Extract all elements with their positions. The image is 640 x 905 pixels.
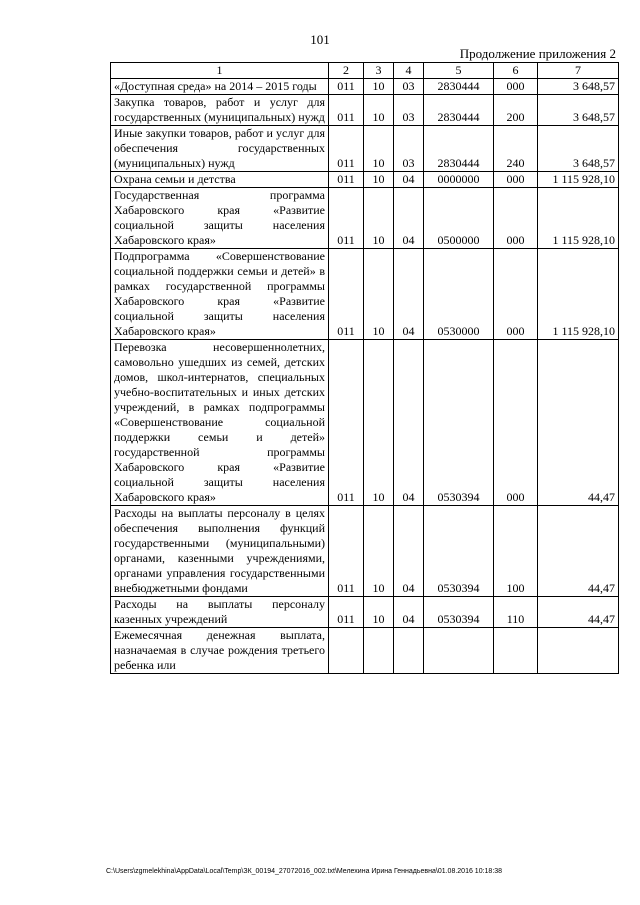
page-number: 101 — [310, 32, 330, 47]
row-code-expense-type: 000 — [494, 79, 538, 95]
row-code-ministry: 011 — [329, 126, 364, 172]
row-code-expense-type: 000 — [494, 172, 538, 188]
row-name: Ежемесячная денежная выплата, назначаемая в случае рождения третьего ребенка или — [111, 628, 329, 674]
row-code-ministry: 011 — [329, 188, 364, 249]
table-row — [111, 79, 619, 95]
row-code-target: 2830444 — [424, 79, 494, 95]
row-name: Закупка товаров, работ и услуг для государственных (муниципальных) нужд — [111, 95, 329, 126]
row-code-expense-type: 240 — [494, 126, 538, 172]
row-code-section: 10 — [364, 597, 394, 628]
row-code-section: 10 — [364, 126, 394, 172]
table-row — [111, 506, 619, 597]
row-code-subsection: 03 — [394, 126, 424, 172]
row-code-target: 2830444 — [424, 95, 494, 126]
row-code-section: 10 — [364, 79, 394, 95]
row-code-ministry: 011 — [329, 340, 364, 506]
row-name: Охрана семьи и детства — [111, 172, 329, 188]
table-row — [111, 95, 619, 126]
row-code-subsection: 04 — [394, 249, 424, 340]
table-row — [111, 172, 619, 188]
row-amount: 1 115 928,10 — [538, 172, 619, 188]
row-amount: 44,47 — [538, 506, 619, 597]
column-header: 3 — [364, 63, 394, 79]
table-row — [111, 249, 619, 340]
row-code-subsection: 04 — [394, 172, 424, 188]
row-code-expense-type: 100 — [494, 506, 538, 597]
row-code-subsection: 03 — [394, 95, 424, 126]
row-code-target: 0530394 — [424, 597, 494, 628]
row-amount: 44,47 — [538, 597, 619, 628]
row-name: Расходы на выплаты персоналу в целях обеспечения выполнения функций государственными (муниципальными) органами, казенными учреждениями, органами управления государственными внебюджетными фондами — [111, 506, 329, 597]
row-code-expense-type: 000 — [494, 249, 538, 340]
column-header: 5 — [424, 63, 494, 79]
row-amount: 1 115 928,10 — [538, 188, 619, 249]
row-amount: 3 648,57 — [538, 126, 619, 172]
row-code-target: 2830444 — [424, 126, 494, 172]
row-code-expense-type: 200 — [494, 95, 538, 126]
row-name: Перевозка несовершеннолетних, самовольно ушедших из семей, детских домов, школ-интернатов, специальных учебно-воспитательных и иных детских учреждений, в рамках подпрограммы «Совершенствование социальной поддержки семьи и детей» государственной программы Хабаровского края «Развитие социальной защиты населения Хабаровского края» — [111, 340, 329, 506]
table-row — [111, 126, 619, 172]
row-code-ministry: 011 — [329, 172, 364, 188]
row-code-section: 10 — [364, 95, 394, 126]
column-header: 2 — [329, 63, 364, 79]
row-code-ministry: 011 — [329, 79, 364, 95]
row-code-subsection: 04 — [394, 340, 424, 506]
row-code-target — [424, 628, 494, 674]
row-name: Иные закупки товаров, работ и услуг для обеспечения государственных (муниципальных) нужд — [111, 126, 329, 172]
row-code-section: 10 — [364, 188, 394, 249]
column-header: 7 — [538, 63, 619, 79]
row-code-section — [364, 628, 394, 674]
row-code-expense-type: 000 — [494, 340, 538, 506]
row-code-subsection: 04 — [394, 188, 424, 249]
row-code-section: 10 — [364, 172, 394, 188]
row-name: Расходы на выплаты персоналу казенных учреждений — [111, 597, 329, 628]
table-row — [111, 597, 619, 628]
appendix-continuation-label: Продолжение приложения 2 — [459, 46, 616, 61]
row-code-ministry: 011 — [329, 249, 364, 340]
row-code-expense-type: 110 — [494, 597, 538, 628]
row-code-ministry: 011 — [329, 597, 364, 628]
row-code-subsection: 04 — [394, 506, 424, 597]
row-amount — [538, 628, 619, 674]
budget-table — [110, 62, 619, 674]
row-amount: 3 648,57 — [538, 95, 619, 126]
row-code-subsection: 03 — [394, 79, 424, 95]
row-code-ministry: 011 — [329, 95, 364, 126]
column-header: 1 — [111, 63, 329, 79]
row-amount: 44,47 — [538, 340, 619, 506]
row-amount: 3 648,57 — [538, 79, 619, 95]
table-row — [111, 628, 619, 674]
row-name: «Доступная среда» на 2014 – 2015 годы — [111, 79, 329, 95]
row-code-target: 0530394 — [424, 340, 494, 506]
row-code-expense-type: 000 — [494, 188, 538, 249]
row-code-expense-type — [494, 628, 538, 674]
row-code-target: 0530000 — [424, 249, 494, 340]
row-name: Подпрограмма «Совершенствование социальной поддержки семьи и детей» в рамках государственной программы Хабаровского края «Развитие социальной защиты населения Хабаровского края» — [111, 249, 329, 340]
row-code-target: 0530394 — [424, 506, 494, 597]
column-header: 6 — [494, 63, 538, 79]
row-code-target: 0000000 — [424, 172, 494, 188]
table-row — [111, 188, 619, 249]
row-name: Государственная программа Хабаровского края «Развитие социальной защиты населения Хабаровского края» — [111, 188, 329, 249]
table-row — [111, 340, 619, 506]
row-amount: 1 115 928,10 — [538, 249, 619, 340]
row-code-subsection — [394, 628, 424, 674]
row-code-target: 0500000 — [424, 188, 494, 249]
table-header-row — [111, 63, 619, 79]
row-code-section: 10 — [364, 249, 394, 340]
row-code-ministry — [329, 628, 364, 674]
row-code-ministry: 011 — [329, 506, 364, 597]
column-header: 4 — [394, 63, 424, 79]
row-code-section: 10 — [364, 506, 394, 597]
row-code-section: 10 — [364, 340, 394, 506]
row-code-subsection: 04 — [394, 597, 424, 628]
document-footer-path: C:\Users\zgmelekhina\AppData\Local\Temp\ЗК_00194_27072016_002.txt\Мелехина Ирина Геннадьевна\01.08.2016 10:18:38 — [106, 868, 503, 875]
